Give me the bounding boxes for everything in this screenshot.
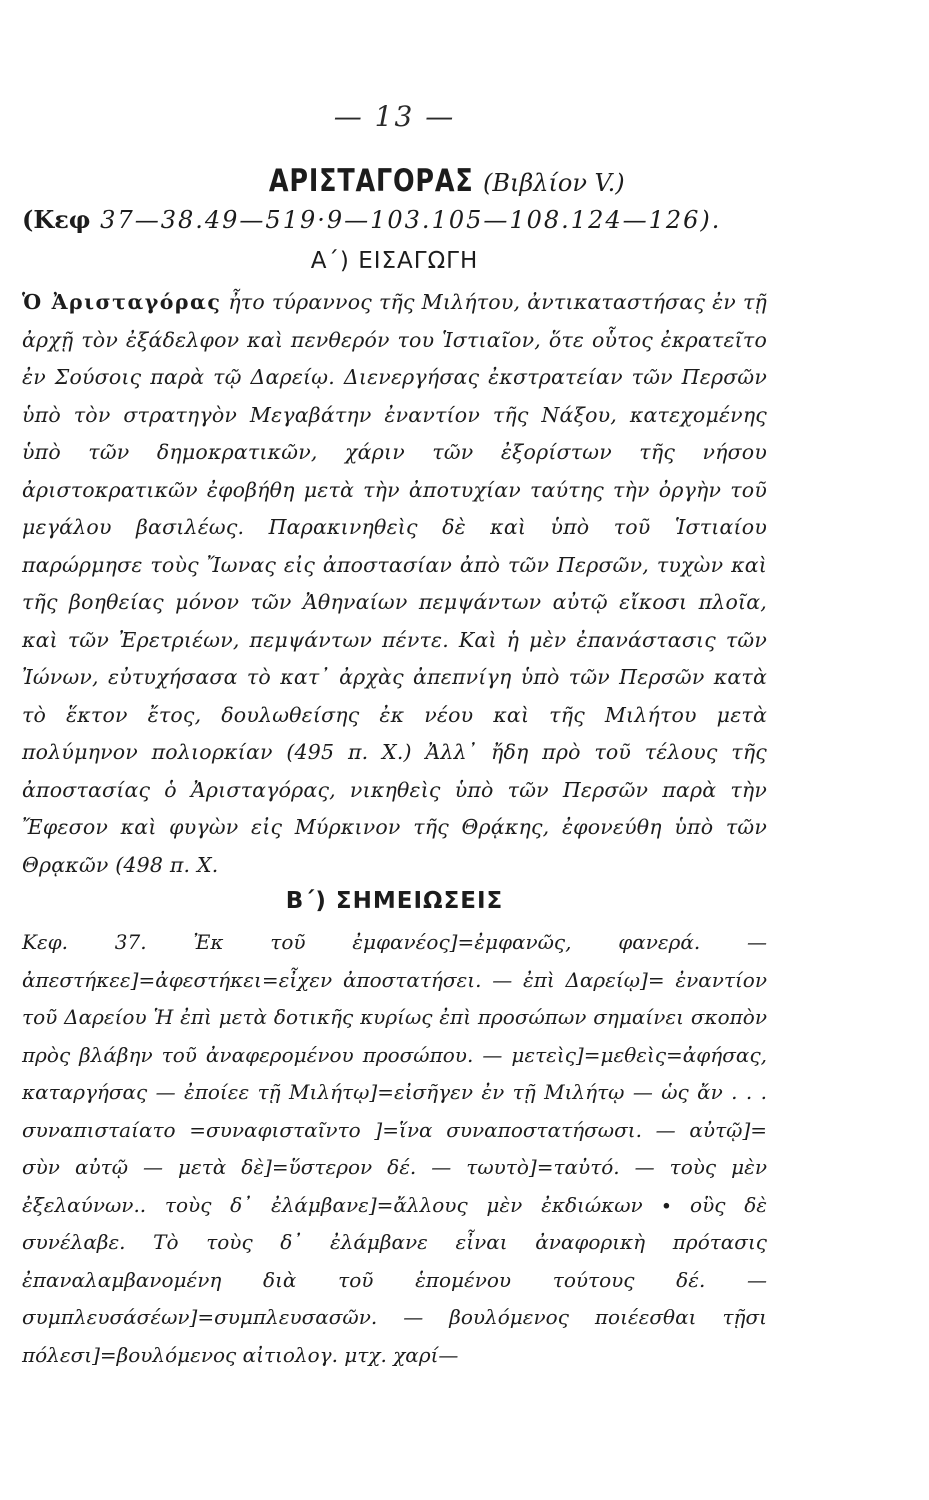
introduction-text: ἦτο τύραννος τῆς Μιλήτου, ἀντικαταστήσας ἐν τῇ ἀρχῇ τὸν ἐξάδελφον καὶ πενθερόν του Ἱστιαῖον, ὅτε οὗτος ἐκρατεῖτο ἐν Σούσοις παρὰ τῷ Δαρείῳ. Διενεργήσας ἐκστρατείαν τῶν Περσῶν ὑπὸ τὸν στρατηγὸν Μεγαβάτην ἐναντίον τῆς Νάξου, κατεχομένης ὑπὸ τῶν δημοκρατικῶν, χάριν τῶν ἐξορίστων τῆς νήσου ἀριστοκρατικῶν ἐφοβήθη μετὰ τὴν ἀποτυχίαν ταύτης τὴν ὀργὴν τοῦ μεγάλου βασιλέως. Παρακινηθεὶς δὲ καὶ ὑπὸ τοῦ Ἱστιαίου παρώρμησε τοὺς Ἴωνας εἰς ἀποστασίαν ἀπὸ τῶν Περσῶν, τυχὼν καὶ τῆς βοηθείας μόνον τῶν Ἀθηναίων πεμψάντων αὐτῷ εἴκοσι πλοῖα, καὶ τῶν Ἐρετριέων, πεμψάντων πέντε. Καὶ ἡ μὲν ἐπανάστασις τῶν Ἰώνων, εὐτυχήσασα τὸ κατ᾽ ἀρχὰς ἀπεπνίγη ὑπὸ τῶν Περσῶν κατὰ τὸ ἕκτον ἔτος, δουλωθείσης ἐκ νέου καὶ τῆς Μιλήτου μετὰ πολύμηνον πολιορκίαν (495 π. Χ.) Ἀλλ᾽ ἤδη πρὸ τοῦ τέλους τῆς ἀποστασίας ὁ Ἀρισταγόρας, νικηθεὶς ὑπὸ τῶν Περσῶν παρὰ τὴν Ἔφεσον καὶ φυγὼν εἰς Μύρκινον τῆς Θρᾴκης, ἐφονεύθη ὑπὸ τῶν Θρᾳκῶν (498 π. Χ.: [22, 290, 767, 877]
chapter-references-lead: (Κεφ: [22, 205, 91, 234]
book-page: [22, 100, 767, 1374]
section-b-heading: Β΄) ΣΗΜΕΙΩΣΕΙΣ: [285, 888, 504, 914]
notes-paragraph: [22, 924, 767, 1374]
introduction-paragraph: [22, 284, 767, 884]
chapter-title: [22, 163, 767, 199]
page-number: — 13 —: [333, 100, 456, 133]
notes-text: Κεφ. 37. Ἐκ τοῦ ἐμφανέος]=ἐμφανῶς, φανερά. — ἀπεστήκεε]=ἀφεστήκει=εἶχεν ἀποστατήσει. — ἐπὶ Δαρείῳ]= ἐναντίον τοῦ Δαρείου Ἡ ἐπὶ μετὰ δοτικῆς κυρίως ἐπὶ προσώπων σημαίνει σκοπὸν πρὸς βλάβην τοῦ ἀναφερομένου προσώπου. — μετεὶς]=μεθεὶς=ἀφήσας, καταργήσας — ἐποίεε τῇ Μιλήτῳ]=εἰσῆγεν ἐν τῇ Μιλήτῳ — ὡς ἄν . . . συναπιστaίατο =συναφισταῖντο ]=ἵνα συναποστατήσωσι. — αὐτῷ]= σὺν αὐτῷ — μετὰ δὲ]=ὕστερον δέ. — τωυτὸ]=ταὐτό. — τοὺς μὲν ἐξελαύνων.. τοὺς δ᾽ ἐλάμβανε]=ἄλλους μὲν ἐκδιώκων ∙ οὓς δὲ συνέλαβε. Τὸ τοὺς δ᾽ ἐλάμβανε εἶναι ἀναφορικὴ πρότασις ἐπαναλαμβανομένη διὰ τοῦ ἑπομένου τούτους δέ. — συμπλευσάσέων]=συμπλευσασῶν. — βουλόμενος ποιέεσθαι τῇσι πόλεσι]=βουλόμενος αἰτιολογ. μτχ. χαρί—: [22, 930, 767, 1367]
section-a-heading: Α΄) ΕΙΣΑΓΩΓΗ: [310, 248, 479, 274]
aristagoras-name: Ὁ Ἀρισταγόρας: [22, 290, 222, 314]
chapter-references-ranges: 37—38.49—519·9—103.105—108.124—126).: [100, 206, 722, 234]
title-main: ΑΡΙΣΤΑΓΟΡΑΣ: [269, 163, 474, 199]
chapter-references: [22, 205, 767, 234]
title-sub: (Βιβλίον V.): [482, 169, 625, 197]
